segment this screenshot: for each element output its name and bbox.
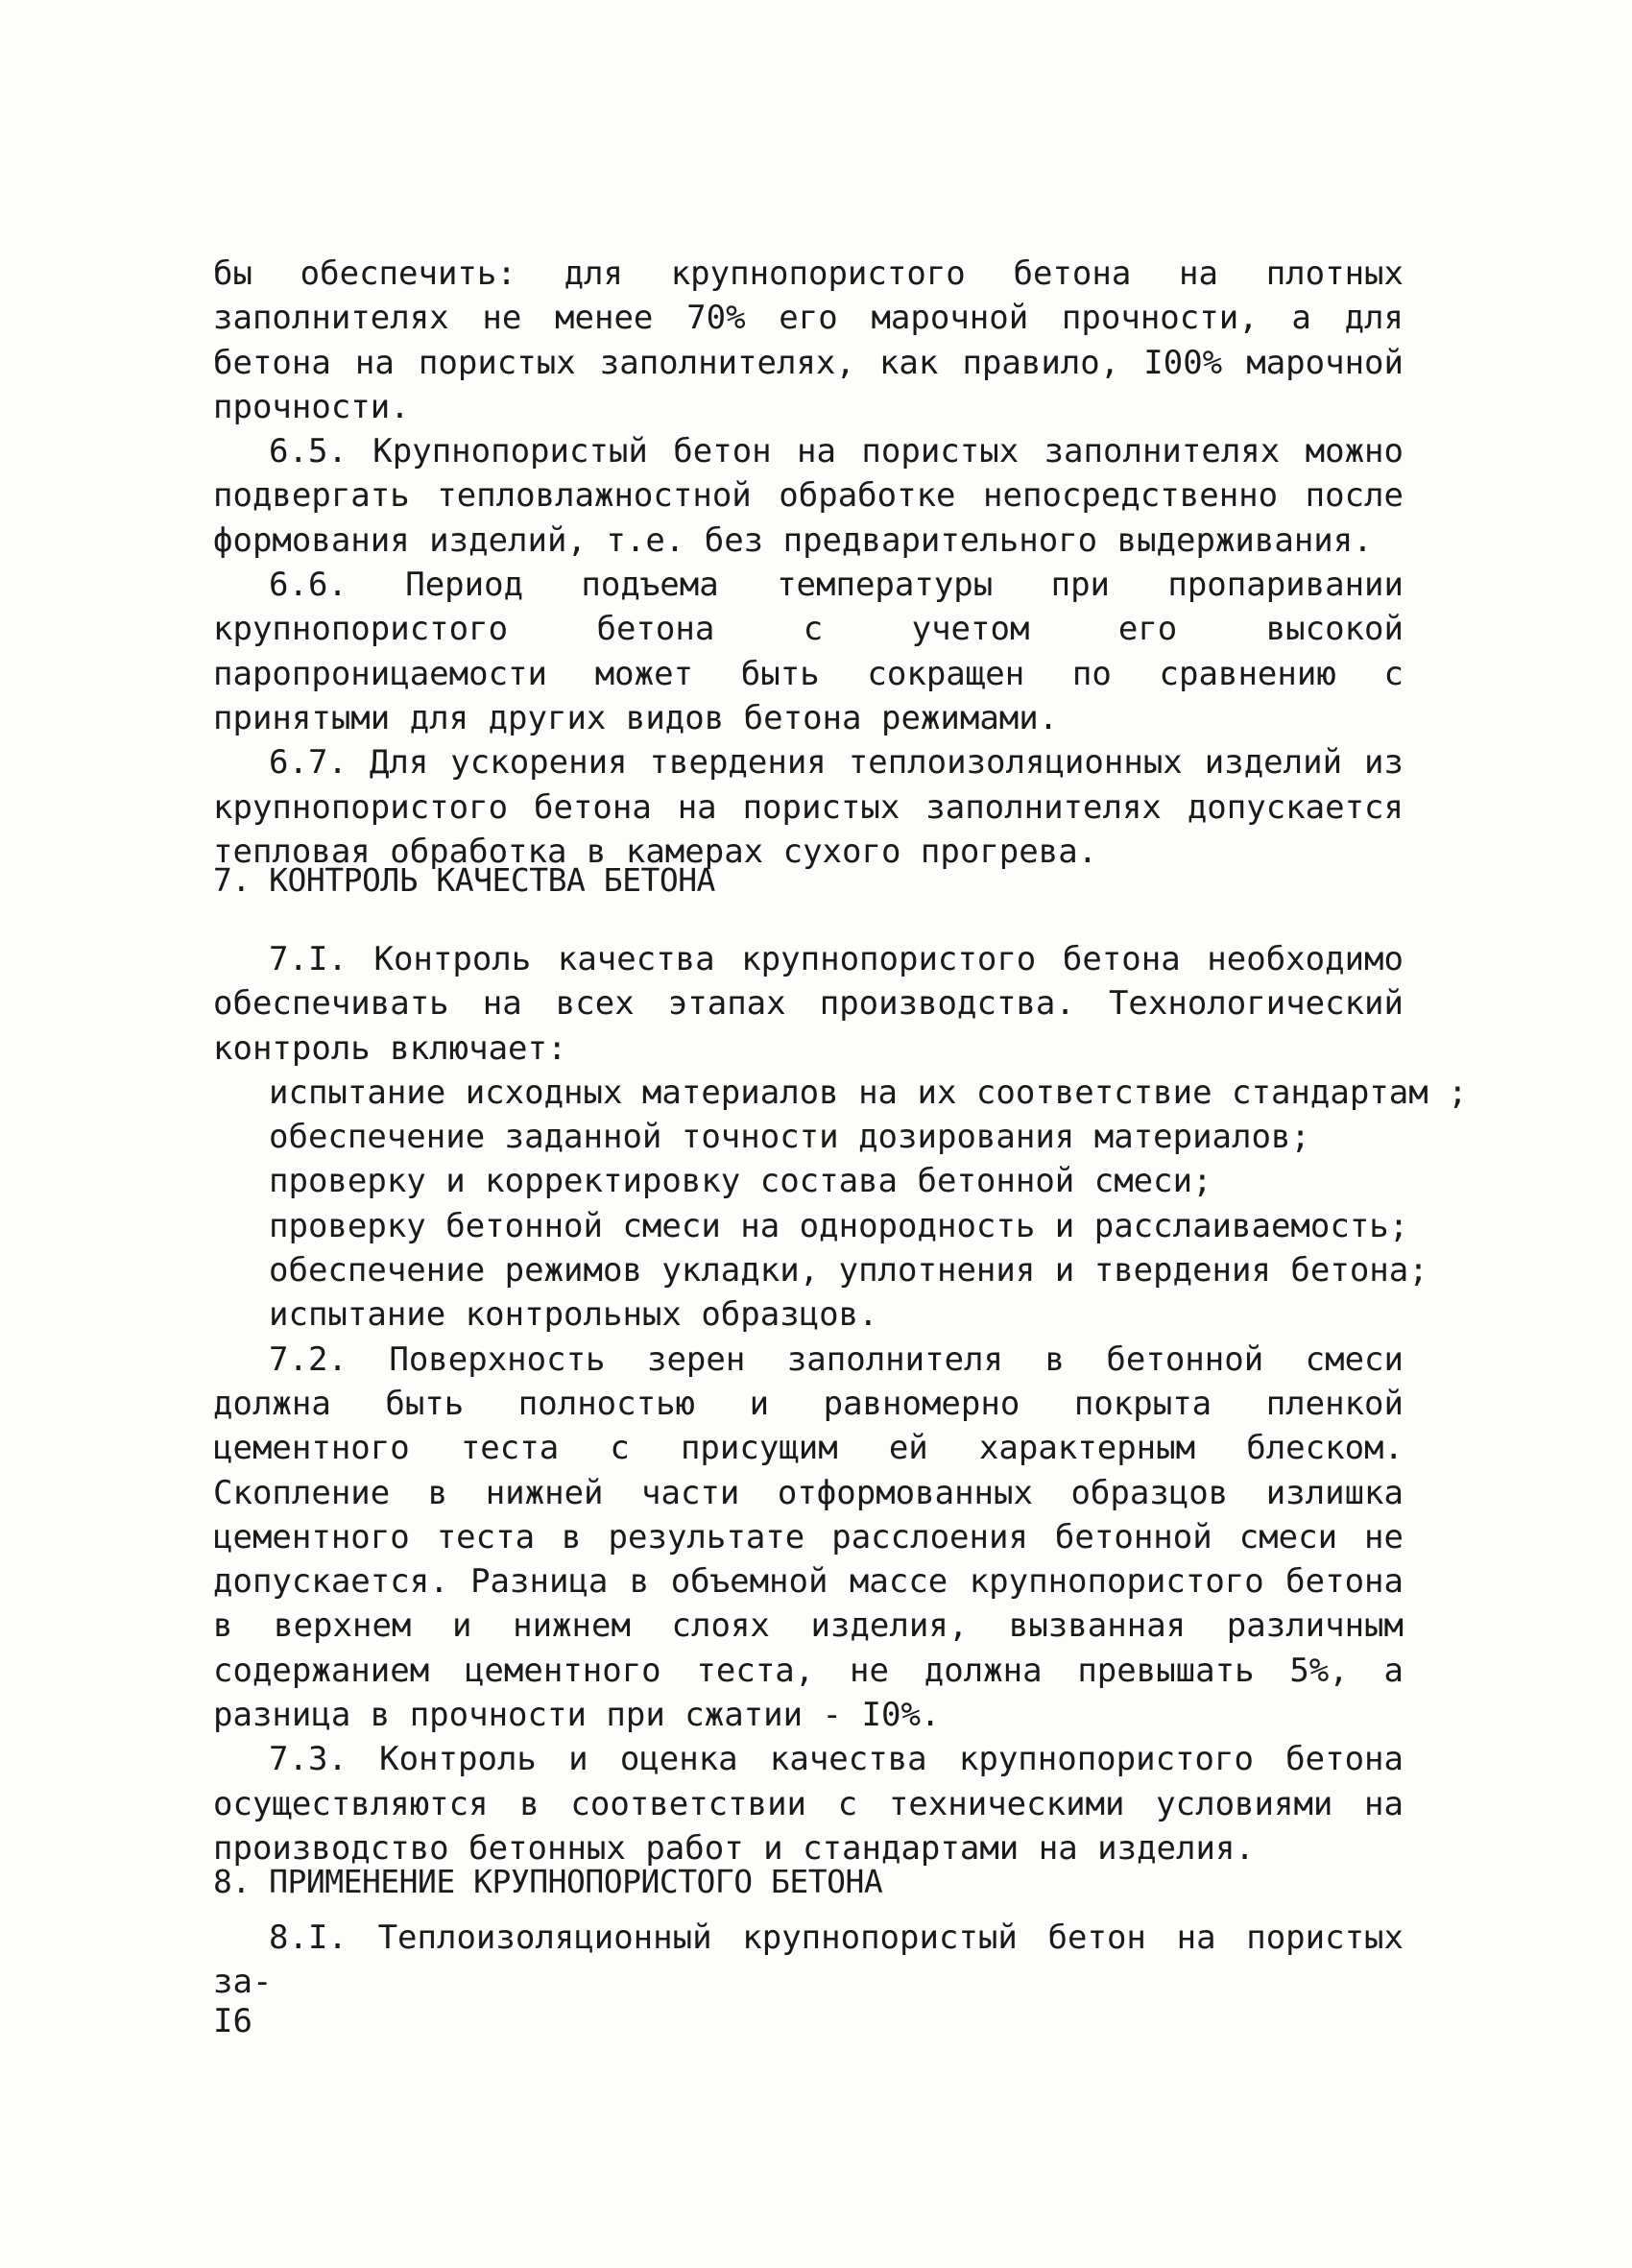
page-number: I6 (213, 2002, 252, 2040)
list-item: испытание исходных материалов на их соответствие стандартам ; (269, 1073, 1468, 1112)
paragraph-6-6: 6.6. Период подъема температуры при пропаривании крупнопористого бетона с учетом его высокой паропроницаемости может быть сокращен по сравнению с принятыми для других видов бетона режимами. (213, 566, 1404, 737)
section-8-text (213, 1916, 1404, 2005)
list-item: проверку и корректировку состава бетонной смеси; (269, 1162, 1212, 1201)
section-7-heading: 7. КОНТРОЛЬ КАЧЕСТВА БЕТОНА (213, 861, 715, 899)
section-6-text (213, 252, 1404, 874)
paragraph-7-2: 7.2. Поверхность зерен заполнителя в бетонной смеси должна быть полностью и равномерно покрыта пленкой цементного теста с присущим ей характерным блеском. Скопление в нижней части отформованных образцов излишка цементного теста в результате расслоения бетонной смеси не допускается. Разница в объемной массе крупнопористого бетона в верхнем и нижнем слоях изделия, вызванная различным содержанием цементного теста, не должна превышать 5%, а разница в прочности при сжатии - I0%. (213, 1339, 1404, 1735)
list-item: обеспечение заданной точности дозирования материалов; (269, 1118, 1310, 1157)
paragraph-6-7: 6.7. Для ускорения твердения теплоизоляционных изделий из крупнопористого бетона на пористых заполнителях допускается тепловая обработка в камерах сухого прогрева. (213, 743, 1404, 871)
paragraph-6-5: 6.5. Крупнопористый бетон на пористых заполнителях можно подвергать тепловлажностной обработке непосредственно после формования изделий, т.е. без предварительного выдерживания. (213, 432, 1404, 560)
list-item: проверку бетонной смеси на однородность и расслаиваемость; (269, 1206, 1409, 1245)
section-8-heading: 8. ПРИМЕНЕНИЕ КРУПНОПОРИСТОГО БЕТОНА (213, 1863, 883, 1900)
paragraph-6-4-continuation: бы обеспечить: для крупнопористого бетона на плотных заполнителях не менее 70% его марочной прочности, а для бетона на пористых заполнителях, как правило, I00% марочной прочности. (213, 254, 1404, 426)
paragraph-7-1: 7.I. Контроль качества крупнопористого бетона необходимо обеспечивать на всех этапах производства. Технологический контроль включает: (213, 940, 1404, 1068)
paragraph-8-1: 8.I. Теплоизоляционный крупнопористый бетон на пористых за- (213, 1918, 1404, 2002)
section-7-text (213, 937, 1468, 1870)
paragraph-7-3: 7.3. Контроль и оценка качества крупнопористого бетона осуществляются в соответствии с техническими условиями на производство бетонных работ и стандартами на изделия. (213, 1740, 1404, 1868)
list-item: обеспечение режимов укладки, уплотнения и твердения бетона; (269, 1251, 1428, 1291)
list-item: испытание контрольных образцов. (269, 1295, 878, 1335)
